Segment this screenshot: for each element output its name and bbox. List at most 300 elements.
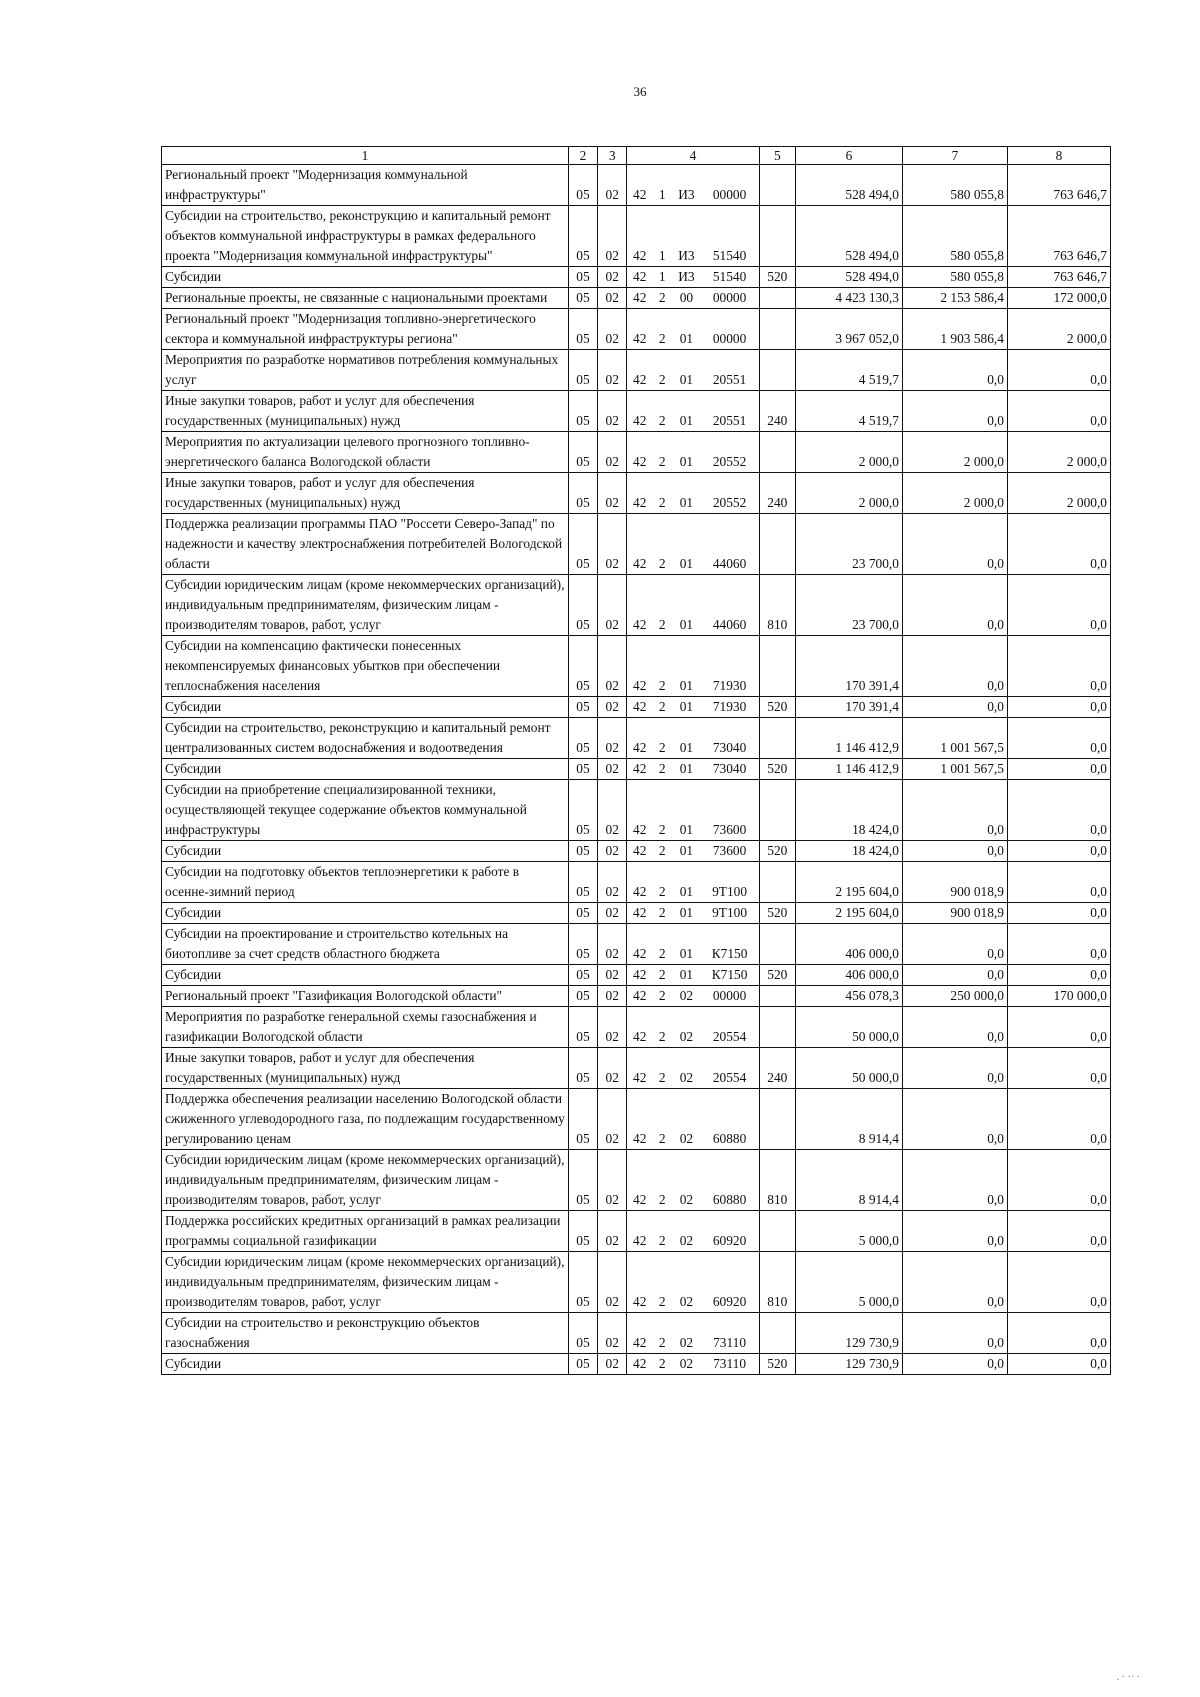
row-subprogram: 2	[652, 350, 672, 391]
row-amount-2025: 0,0	[902, 780, 1007, 841]
header-col-7: 7	[902, 147, 1007, 165]
row-direction: 71930	[701, 697, 760, 718]
row-section: 05	[568, 473, 597, 514]
row-subprogram: 2	[652, 309, 672, 350]
row-section: 05	[568, 862, 597, 903]
row-subsection: 02	[598, 965, 627, 986]
row-direction: 73110	[701, 1354, 760, 1375]
row-direction: 20552	[701, 432, 760, 473]
row-expense-type	[759, 432, 795, 473]
table-row	[162, 965, 1111, 986]
row-direction: 20551	[701, 391, 760, 432]
row-amount-2024: 23 700,0	[795, 514, 902, 575]
row-amount-2026: 2 000,0	[1007, 473, 1110, 514]
table-row	[162, 473, 1111, 514]
table-row	[162, 391, 1111, 432]
row-amount-2025: 0,0	[902, 1252, 1007, 1313]
row-program: 42	[627, 965, 652, 986]
row-direction: 20554	[701, 1048, 760, 1089]
row-name: Региональный проект "Модернизация топливно-энергетического сектора и коммунальной инфраструктуры региона"	[162, 309, 569, 350]
row-subsection: 02	[598, 1089, 627, 1150]
row-name: Субсидии на подготовку объектов теплоэнергетики к работе в осенне-зимний период	[162, 862, 569, 903]
row-section: 05	[568, 986, 597, 1007]
row-name: Субсидии на компенсацию фактически понесенных некомпенсируемых финансовых убытков при обеспечении теплоснабжения населения	[162, 636, 569, 697]
row-section: 05	[568, 636, 597, 697]
row-expense-type	[759, 514, 795, 575]
row-section: 05	[568, 350, 597, 391]
table-header-row	[162, 147, 1111, 165]
row-project: 01	[672, 759, 700, 780]
row-project: 02	[672, 1354, 700, 1375]
row-project: 02	[672, 1252, 700, 1313]
row-expense-type: 520	[759, 267, 795, 288]
row-name: Поддержка реализации программы ПАО "Россети Северо-Запад" по надежности и качеству электроснабжения потребителей Вологодской области	[162, 514, 569, 575]
table-row	[162, 697, 1111, 718]
table-row	[162, 514, 1111, 575]
row-amount-2024: 129 730,9	[795, 1354, 902, 1375]
row-amount-2026: 0,0	[1007, 1313, 1110, 1354]
row-amount-2026: 0,0	[1007, 965, 1110, 986]
row-project: 01	[672, 473, 700, 514]
row-project: И3	[672, 165, 700, 206]
table-row	[162, 575, 1111, 636]
row-subprogram: 2	[652, 924, 672, 965]
row-section: 05	[568, 1211, 597, 1252]
table-row	[162, 636, 1111, 697]
row-subsection: 02	[598, 1211, 627, 1252]
row-name: Поддержка российских кредитных организаций в рамках реализации программы социальной газификации	[162, 1211, 569, 1252]
row-amount-2026: 0,0	[1007, 697, 1110, 718]
header-col-2: 2	[568, 147, 597, 165]
row-subsection: 02	[598, 780, 627, 841]
table-row	[162, 862, 1111, 903]
row-name: Субсидии на строительство, реконструкцию и капитальный ремонт объектов коммунальной инфраструктуры в рамках федерального проекта "Модернизация коммунальной инфраструктуры"	[162, 206, 569, 267]
row-subsection: 02	[598, 391, 627, 432]
row-amount-2025: 0,0	[902, 1150, 1007, 1211]
row-subsection: 02	[598, 759, 627, 780]
table-row	[162, 1252, 1111, 1313]
row-expense-type: 240	[759, 1048, 795, 1089]
row-project: 01	[672, 697, 700, 718]
row-amount-2026: 0,0	[1007, 1089, 1110, 1150]
row-amount-2026: 2 000,0	[1007, 432, 1110, 473]
row-program: 42	[627, 862, 652, 903]
row-amount-2024: 406 000,0	[795, 965, 902, 986]
row-section: 05	[568, 1089, 597, 1150]
row-section: 05	[568, 1048, 597, 1089]
row-amount-2024: 2 195 604,0	[795, 903, 902, 924]
row-expense-type: 520	[759, 1354, 795, 1375]
row-direction: 00000	[701, 986, 760, 1007]
table-row	[162, 350, 1111, 391]
row-expense-type	[759, 718, 795, 759]
row-amount-2024: 1 146 412,9	[795, 759, 902, 780]
row-amount-2024: 18 424,0	[795, 841, 902, 862]
row-project: 01	[672, 965, 700, 986]
row-subprogram: 2	[652, 1211, 672, 1252]
row-section: 05	[568, 841, 597, 862]
row-direction: 71930	[701, 636, 760, 697]
row-subsection: 02	[598, 697, 627, 718]
row-expense-type: 520	[759, 697, 795, 718]
row-amount-2025: 580 055,8	[902, 206, 1007, 267]
row-name: Субсидии	[162, 759, 569, 780]
row-direction: 73600	[701, 780, 760, 841]
table-row	[162, 1007, 1111, 1048]
row-project: 01	[672, 636, 700, 697]
row-subsection: 02	[598, 986, 627, 1007]
row-subprogram: 2	[652, 1089, 672, 1150]
row-direction: 20552	[701, 473, 760, 514]
row-subprogram: 2	[652, 862, 672, 903]
row-subsection: 02	[598, 1354, 627, 1375]
row-subprogram: 1	[652, 165, 672, 206]
row-amount-2024: 456 078,3	[795, 986, 902, 1007]
header-col-8: 8	[1007, 147, 1110, 165]
table-row	[162, 288, 1111, 309]
row-program: 42	[627, 391, 652, 432]
row-name: Мероприятия по актуализации целевого прогнозного топливно-энергетического баланса Вологодской области	[162, 432, 569, 473]
row-subsection: 02	[598, 309, 627, 350]
row-section: 05	[568, 924, 597, 965]
row-subprogram: 2	[652, 636, 672, 697]
row-section: 05	[568, 391, 597, 432]
row-amount-2026: 0,0	[1007, 1211, 1110, 1252]
row-amount-2025: 0,0	[902, 1211, 1007, 1252]
table-row	[162, 924, 1111, 965]
row-name: Региональный проект "Газификация Вологодской области"	[162, 986, 569, 1007]
row-direction: 73040	[701, 718, 760, 759]
row-project: 02	[672, 1007, 700, 1048]
row-amount-2024: 528 494,0	[795, 267, 902, 288]
row-direction: 20554	[701, 1007, 760, 1048]
scan-corner-mark: . · ·· ·	[1116, 1672, 1140, 1683]
row-section: 05	[568, 718, 597, 759]
row-name: Субсидии	[162, 965, 569, 986]
row-amount-2024: 50 000,0	[795, 1007, 902, 1048]
row-program: 42	[627, 986, 652, 1007]
table-row	[162, 309, 1111, 350]
row-name: Субсидии	[162, 267, 569, 288]
row-subsection: 02	[598, 1150, 627, 1211]
row-section: 05	[568, 903, 597, 924]
row-direction: 51540	[701, 206, 760, 267]
row-amount-2026: 0,0	[1007, 1252, 1110, 1313]
table-row	[162, 1150, 1111, 1211]
header-col-4: 4	[627, 147, 759, 165]
row-project: 02	[672, 1089, 700, 1150]
row-amount-2026: 2 000,0	[1007, 309, 1110, 350]
row-subprogram: 2	[652, 780, 672, 841]
row-expense-type	[759, 288, 795, 309]
row-subsection: 02	[598, 350, 627, 391]
row-amount-2024: 5 000,0	[795, 1211, 902, 1252]
row-amount-2026: 0,0	[1007, 636, 1110, 697]
table-row	[162, 986, 1111, 1007]
row-subsection: 02	[598, 903, 627, 924]
row-expense-type: 810	[759, 1150, 795, 1211]
row-section: 05	[568, 206, 597, 267]
row-program: 42	[627, 1089, 652, 1150]
row-amount-2024: 528 494,0	[795, 165, 902, 206]
row-subsection: 02	[598, 165, 627, 206]
row-program: 42	[627, 288, 652, 309]
row-expense-type: 810	[759, 1252, 795, 1313]
row-amount-2026: 0,0	[1007, 1150, 1110, 1211]
row-name: Поддержка обеспечения реализации населению Вологодской области сжиженного углеводородного газа, по подлежащим государственному регулированию ценам	[162, 1089, 569, 1150]
row-subprogram: 2	[652, 841, 672, 862]
row-expense-type	[759, 1313, 795, 1354]
row-amount-2025: 0,0	[902, 1007, 1007, 1048]
row-amount-2026: 763 646,7	[1007, 206, 1110, 267]
row-section: 05	[568, 697, 597, 718]
table-row	[162, 165, 1111, 206]
row-amount-2025: 900 018,9	[902, 862, 1007, 903]
row-project: 01	[672, 391, 700, 432]
row-section: 05	[568, 267, 597, 288]
table-row	[162, 1048, 1111, 1089]
row-amount-2025: 900 018,9	[902, 903, 1007, 924]
row-program: 42	[627, 267, 652, 288]
row-direction: 73040	[701, 759, 760, 780]
row-subsection: 02	[598, 841, 627, 862]
row-subprogram: 2	[652, 1313, 672, 1354]
row-amount-2025: 2 000,0	[902, 432, 1007, 473]
row-amount-2026: 0,0	[1007, 903, 1110, 924]
row-subprogram: 2	[652, 759, 672, 780]
row-name: Мероприятия по разработке нормативов потребления коммунальных услуг	[162, 350, 569, 391]
row-amount-2025: 1 903 586,4	[902, 309, 1007, 350]
row-direction: К7150	[701, 965, 760, 986]
row-amount-2024: 1 146 412,9	[795, 718, 902, 759]
row-name: Региональные проекты, не связанные с национальными проектами	[162, 288, 569, 309]
row-amount-2026: 170 000,0	[1007, 986, 1110, 1007]
row-name: Субсидии на проектирование и строительство котельных на биотопливе за счет средств областного бюджета	[162, 924, 569, 965]
row-subprogram: 2	[652, 473, 672, 514]
row-name: Региональный проект "Модернизация коммунальной инфраструктуры"	[162, 165, 569, 206]
row-program: 42	[627, 1048, 652, 1089]
row-amount-2026: 0,0	[1007, 514, 1110, 575]
row-expense-type	[759, 1089, 795, 1150]
row-amount-2025: 0,0	[902, 350, 1007, 391]
table-row	[162, 780, 1111, 841]
row-project: 01	[672, 841, 700, 862]
row-expense-type: 240	[759, 391, 795, 432]
row-amount-2026: 0,0	[1007, 1007, 1110, 1048]
row-section: 05	[568, 1252, 597, 1313]
row-program: 42	[627, 697, 652, 718]
row-subprogram: 2	[652, 1252, 672, 1313]
row-name: Субсидии на строительство, реконструкцию и капитальный ремонт централизованных систем водоснабжения и водоотведения	[162, 718, 569, 759]
row-amount-2025: 2 153 586,4	[902, 288, 1007, 309]
row-amount-2025: 580 055,8	[902, 267, 1007, 288]
row-amount-2024: 170 391,4	[795, 636, 902, 697]
row-amount-2025: 0,0	[902, 841, 1007, 862]
row-subsection: 02	[598, 924, 627, 965]
budget-table	[161, 146, 1111, 1375]
row-expense-type	[759, 350, 795, 391]
row-name: Субсидии	[162, 903, 569, 924]
row-project: 01	[672, 575, 700, 636]
row-amount-2024: 18 424,0	[795, 780, 902, 841]
row-section: 05	[568, 309, 597, 350]
table-row	[162, 1313, 1111, 1354]
row-project: 01	[672, 350, 700, 391]
table-row	[162, 432, 1111, 473]
row-amount-2025: 0,0	[902, 697, 1007, 718]
row-amount-2024: 23 700,0	[795, 575, 902, 636]
row-amount-2024: 8 914,4	[795, 1089, 902, 1150]
row-program: 42	[627, 636, 652, 697]
row-direction: 73110	[701, 1313, 760, 1354]
row-section: 05	[568, 288, 597, 309]
row-project: 01	[672, 718, 700, 759]
row-program: 42	[627, 1211, 652, 1252]
row-subprogram: 2	[652, 1354, 672, 1375]
row-project: И3	[672, 206, 700, 267]
row-program: 42	[627, 718, 652, 759]
row-subprogram: 2	[652, 718, 672, 759]
row-amount-2024: 2 195 604,0	[795, 862, 902, 903]
row-name: Субсидии юридическим лицам (кроме некоммерческих организаций), индивидуальным предпринимателям, физическим лицам - производителям товаров, работ, услуг	[162, 1150, 569, 1211]
row-project: 02	[672, 1048, 700, 1089]
row-subprogram: 2	[652, 697, 672, 718]
row-name: Мероприятия по разработке генеральной схемы газоснабжения и газификации Вологодской области	[162, 1007, 569, 1048]
row-amount-2025: 250 000,0	[902, 986, 1007, 1007]
row-subprogram: 2	[652, 288, 672, 309]
row-project: 01	[672, 309, 700, 350]
row-section: 05	[568, 432, 597, 473]
row-project: 01	[672, 780, 700, 841]
row-program: 42	[627, 1354, 652, 1375]
row-subsection: 02	[598, 1313, 627, 1354]
row-project: 01	[672, 903, 700, 924]
row-subsection: 02	[598, 432, 627, 473]
row-project: 02	[672, 1211, 700, 1252]
row-amount-2025: 2 000,0	[902, 473, 1007, 514]
row-direction: 44060	[701, 514, 760, 575]
row-amount-2026: 0,0	[1007, 780, 1110, 841]
row-program: 42	[627, 350, 652, 391]
row-program: 42	[627, 841, 652, 862]
row-expense-type: 520	[759, 841, 795, 862]
row-expense-type	[759, 636, 795, 697]
table-row	[162, 1211, 1111, 1252]
row-expense-type	[759, 1007, 795, 1048]
row-name: Субсидии на строительство и реконструкцию объектов газоснабжения	[162, 1313, 569, 1354]
row-amount-2025: 1 001 567,5	[902, 718, 1007, 759]
row-expense-type	[759, 309, 795, 350]
row-amount-2024: 4 519,7	[795, 350, 902, 391]
row-amount-2024: 2 000,0	[795, 473, 902, 514]
row-program: 42	[627, 924, 652, 965]
row-expense-type	[759, 780, 795, 841]
row-expense-type	[759, 165, 795, 206]
row-amount-2024: 406 000,0	[795, 924, 902, 965]
row-project: 01	[672, 514, 700, 575]
row-subprogram: 1	[652, 267, 672, 288]
row-direction: 00000	[701, 288, 760, 309]
table-row	[162, 903, 1111, 924]
row-subsection: 02	[598, 1007, 627, 1048]
row-section: 05	[568, 1150, 597, 1211]
row-subprogram: 2	[652, 1007, 672, 1048]
row-amount-2025: 0,0	[902, 1089, 1007, 1150]
row-amount-2024: 2 000,0	[795, 432, 902, 473]
row-program: 42	[627, 514, 652, 575]
row-direction: 60880	[701, 1150, 760, 1211]
row-program: 42	[627, 165, 652, 206]
row-direction: 51540	[701, 267, 760, 288]
row-program: 42	[627, 432, 652, 473]
row-name: Субсидии	[162, 1354, 569, 1375]
row-name: Субсидии юридическим лицам (кроме некоммерческих организаций), индивидуальным предпринимателям, физическим лицам - производителям товаров, работ, услуг	[162, 1252, 569, 1313]
row-expense-type	[759, 986, 795, 1007]
row-amount-2024: 3 967 052,0	[795, 309, 902, 350]
row-program: 42	[627, 206, 652, 267]
row-amount-2025: 0,0	[902, 514, 1007, 575]
row-direction: 9Т100	[701, 903, 760, 924]
row-amount-2025: 0,0	[902, 1354, 1007, 1375]
row-amount-2024: 5 000,0	[795, 1252, 902, 1313]
row-amount-2026: 0,0	[1007, 1354, 1110, 1375]
row-amount-2025: 0,0	[902, 575, 1007, 636]
row-amount-2024: 4 519,7	[795, 391, 902, 432]
row-program: 42	[627, 759, 652, 780]
header-col-5: 5	[759, 147, 795, 165]
row-amount-2025: 1 001 567,5	[902, 759, 1007, 780]
row-amount-2026: 0,0	[1007, 924, 1110, 965]
row-section: 05	[568, 965, 597, 986]
row-direction: 44060	[701, 575, 760, 636]
row-project: 02	[672, 1150, 700, 1211]
row-amount-2024: 4 423 130,3	[795, 288, 902, 309]
row-subsection: 02	[598, 288, 627, 309]
row-project: И3	[672, 267, 700, 288]
row-subsection: 02	[598, 1048, 627, 1089]
row-subsection: 02	[598, 206, 627, 267]
table-row	[162, 1354, 1111, 1375]
row-direction: 00000	[701, 165, 760, 206]
row-amount-2026: 0,0	[1007, 350, 1110, 391]
row-direction: 60920	[701, 1211, 760, 1252]
row-amount-2024: 170 391,4	[795, 697, 902, 718]
row-program: 42	[627, 1313, 652, 1354]
row-section: 05	[568, 165, 597, 206]
row-expense-type: 520	[759, 903, 795, 924]
row-expense-type: 810	[759, 575, 795, 636]
row-amount-2025: 0,0	[902, 965, 1007, 986]
row-subsection: 02	[598, 473, 627, 514]
row-subsection: 02	[598, 636, 627, 697]
row-expense-type	[759, 1211, 795, 1252]
row-subprogram: 2	[652, 391, 672, 432]
row-expense-type: 240	[759, 473, 795, 514]
row-program: 42	[627, 1252, 652, 1313]
row-subsection: 02	[598, 718, 627, 759]
row-project: 02	[672, 1313, 700, 1354]
row-amount-2026: 0,0	[1007, 575, 1110, 636]
table-row	[162, 267, 1111, 288]
row-direction: 20551	[701, 350, 760, 391]
row-project: 01	[672, 862, 700, 903]
row-amount-2024: 528 494,0	[795, 206, 902, 267]
row-amount-2025: 580 055,8	[902, 165, 1007, 206]
row-subprogram: 2	[652, 986, 672, 1007]
row-name: Субсидии	[162, 841, 569, 862]
row-name: Субсидии	[162, 697, 569, 718]
row-subprogram: 2	[652, 903, 672, 924]
